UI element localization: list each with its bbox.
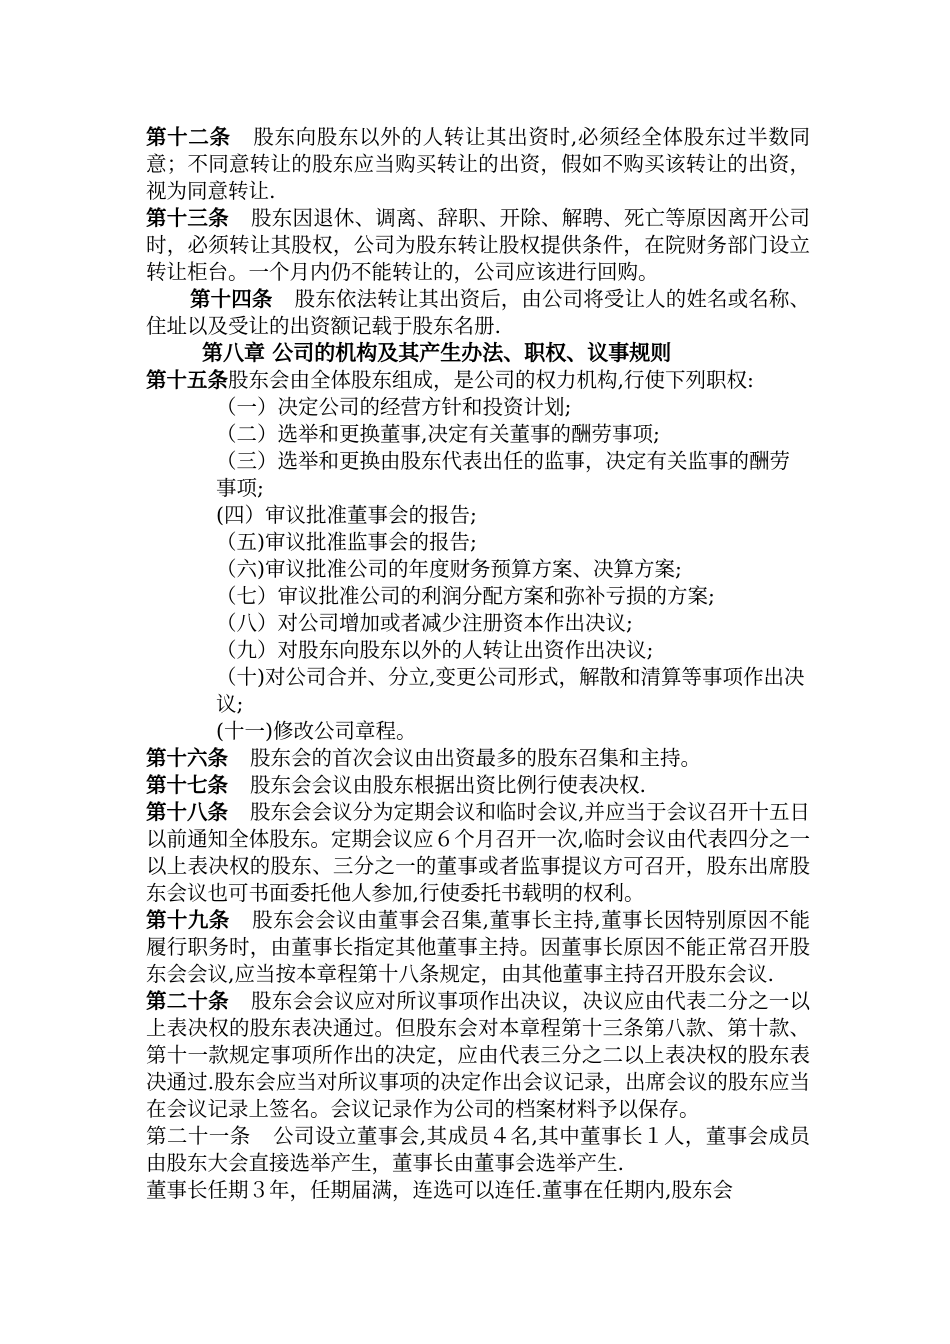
- article-text: 股东会会议由股东根据出资比例行使表决权.: [250, 773, 647, 797]
- article-18: [146, 799, 810, 907]
- article-text: 股东会会议由董事会召集,董事长主持,董事长因特别原因不能履行职务时，由董事长指定其他董事主持。因董事长原因不能正常召开股东会会议,应当按本章程第十八条规定，由其他董事主持召开股东会议.: [146, 908, 811, 986]
- article-14: [146, 286, 810, 340]
- article-16: [146, 745, 810, 772]
- article-label: 第十七条: [146, 773, 228, 797]
- document-body: [146, 124, 810, 1204]
- chapter-heading: 第八章 公司的机构及其产生办法、职权、议事规则: [202, 341, 672, 365]
- list-item: （十)对公司合并、分立,变更公司形式，解散和清算等事项作出决议;: [216, 665, 805, 716]
- list-item: (四）审议批准董事会的报告;: [216, 503, 477, 527]
- article-21-continuation: 董事长任期３年，任期届满，连选可以连任.董事在任期内,股东会: [146, 1178, 734, 1202]
- article-label: 第十八条: [146, 800, 228, 824]
- article-text: 股东因退休、调离、辞职、开除、解聘、死亡等原因离开公司时，必须转让其股权，公司为股东转让股权提供条件，在院财务部门设立转让柜台。一个月内仍不能转让的，公司应该进行回购。: [146, 206, 811, 284]
- list-item: （三）选举和更换由股东代表出任的监事，决定有关监事的酬劳事项;: [216, 449, 790, 500]
- article-text: 公司设立董事会,其成员４名,其中董事长１人，董事会成员由股东大会直接选举产生，董事长由董事会选举产生.: [146, 1124, 811, 1175]
- list-item: （五)审议批准监事会的报告;: [216, 530, 477, 554]
- article-15: [146, 367, 810, 394]
- article-12: [146, 124, 810, 205]
- list-item: （一）决定公司的经营方针和投资计划;: [216, 395, 572, 419]
- article-label: 第十三条: [146, 206, 229, 230]
- article-17: [146, 772, 810, 799]
- article-label: 第十二条: [146, 125, 231, 149]
- article-text: 股东会的首次会议由出资最多的股东召集和主持。: [250, 746, 701, 770]
- article-13: [146, 205, 810, 286]
- list-item: （八）对公司增加或者减少注册资本作出决议;: [216, 611, 633, 635]
- article-text: 股东会会议应对所议事项作出决议，决议应由代表二分之一以上表决权的股东表决通过。但股东会对本章程第十三条第八款、第十款、第十一款规定事项所作出的决定，应由代表三分之二以上表决权的股东表决通过.股东会应当对所议事项的决定作出会议记录，出席会议的股东应当在会议记录上签名。会议记录作为公司的档案材料予以保存。: [146, 989, 811, 1121]
- list-item: （二）选举和更换董事,决定有关董事的酬劳事项;: [216, 422, 660, 446]
- list-item: （九）对股东向股东以外的人转让出资作出决议;: [216, 638, 654, 662]
- article-label: 第十五条: [146, 368, 228, 392]
- article-text: 股东向股东以外的人转让其出资时,必须经全体股东过半数同意；不同意转让的股东应当购买转让的出资，假如不购买该转让的出资，视为同意转让.: [146, 125, 811, 203]
- article-text: 股东会由全体股东组成，是公司的权力机构,行使下列职权:: [228, 368, 754, 392]
- article-21: [146, 1123, 810, 1177]
- list-item: (十一)修改公司章程。: [216, 719, 417, 743]
- article-20: [146, 988, 810, 1123]
- article-label: 第十四条: [190, 287, 273, 311]
- article-19: [146, 907, 810, 988]
- list-item: （六)审议批准公司的年度财务预算方案、决算方案;: [216, 557, 682, 581]
- list-item: （七）审议批准公司的利润分配方案和弥补亏损的方案;: [216, 584, 715, 608]
- article-label: 第二十条: [146, 989, 229, 1013]
- article-label: 第十九条: [146, 908, 230, 932]
- article-text: 股东依法转让其出资后，由公司将受让人的姓名或名称、住址以及受让的出资额记载于股东名册.: [146, 287, 811, 338]
- article-label: 第十六条: [146, 746, 228, 770]
- article-text: 股东会会议分为定期会议和临时会议,并应当于会议召开十五日以前通知全体股东。定期会议应６个月召开一次,临时会议由代表四分之一以上表决权的股东、三分之一的董事或者监事提议方可召开，股东出席股东会议也可书面委托他人参加,行使委托书载明的权利。: [146, 800, 811, 905]
- article-label: 第二十一条: [146, 1124, 251, 1148]
